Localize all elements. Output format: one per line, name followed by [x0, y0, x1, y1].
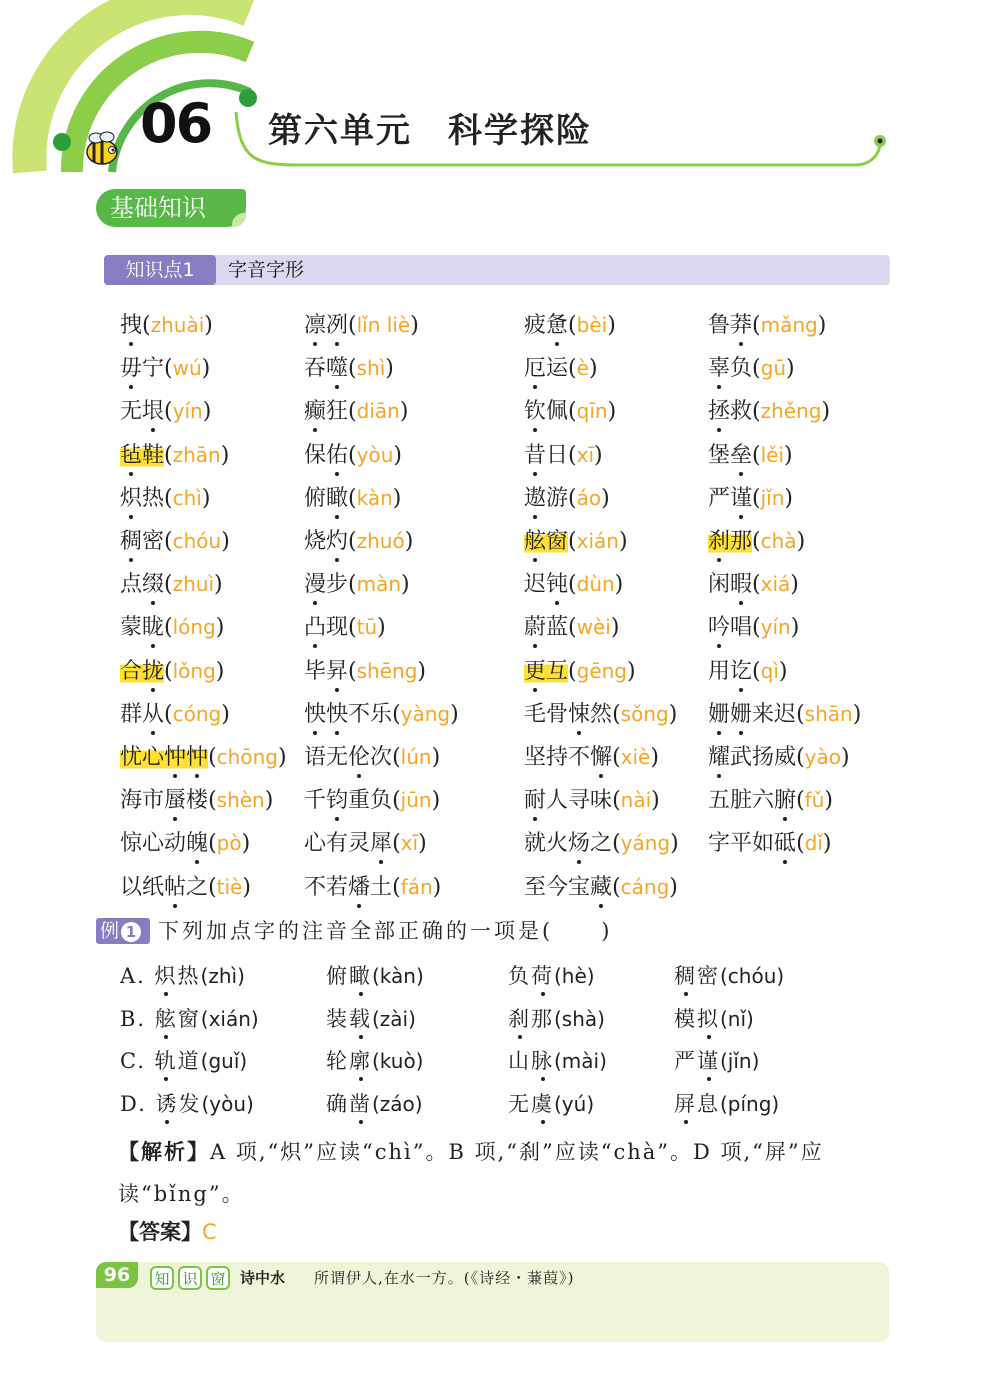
vocab-item: 俯瞰(kàn) [304, 483, 401, 514]
vocab-item: 蔚蓝(wèi) [524, 612, 619, 643]
vocab-item: 鲁莽(mǎng) [708, 310, 826, 341]
pinyin: tiè [216, 874, 243, 899]
pinyin: fán [400, 874, 433, 899]
vocab-item: 漫步(màn) [304, 569, 410, 600]
pinyin: cóng [172, 701, 222, 726]
pinyin: áo [576, 485, 602, 510]
pinyin: gēng [576, 658, 627, 683]
option-item: 刹那(shà) [508, 1004, 605, 1034]
pinyin: kàn [356, 485, 393, 510]
window-char: 识 [178, 1266, 202, 1290]
vocab-item: 拯救(zhěng) [708, 396, 830, 427]
pinyin: lǒng [172, 658, 216, 683]
pinyin: gū [760, 356, 786, 381]
pinyin: shēng [356, 658, 418, 683]
vocab-item: 毛骨悚然(sǒng) [524, 699, 677, 730]
vocab-item: 用讫(qì) [708, 656, 787, 687]
option-item: 装载(zài) [326, 1004, 416, 1034]
unit-title: 第六单元 科学探险 [268, 111, 592, 151]
vocab-item: 严谨(jǐn) [708, 483, 793, 514]
option-item: 屏息(píng) [674, 1089, 779, 1119]
pinyin: chóu [172, 529, 222, 553]
vocab-item: 合拢(lǒng) [120, 656, 224, 687]
option-item: 确凿(záo) [326, 1089, 423, 1119]
analysis [118, 1131, 896, 1215]
vocab-item: 辜负(gū) [708, 353, 795, 384]
pinyin: jǐn [760, 485, 785, 510]
example-question: 下列加点字的注音全部正确的一项是( ) [158, 919, 613, 943]
vocab-item: 毡鞋(zhān) [120, 440, 229, 471]
vocab-item: 姗姗来迟(shān) [708, 699, 861, 730]
pinyin: yín [760, 615, 791, 640]
pinyin: xī [576, 442, 595, 467]
option-item: C. 轨道(guǐ) [120, 1046, 247, 1076]
window-char: 知 [150, 1266, 174, 1290]
footer-text: 所谓伊人,在水一方。(《诗经・蒹葭》) [314, 1269, 575, 1287]
pinyin: dǐ [804, 831, 823, 856]
vocab-item: 保佑(yòu) [304, 440, 402, 471]
vocab-item: 昔日(xī) [524, 440, 603, 471]
pinyin: xī [400, 831, 419, 856]
vocab-item: 毋宁(wú) [120, 353, 210, 384]
pinyin: sǒng [620, 701, 669, 726]
pinyin: shèn [216, 788, 265, 813]
section-tag: 基础知识 [96, 189, 246, 227]
option-item: 严谨(jǐn) [674, 1046, 759, 1076]
vocab-item: 就火炀之(yáng) [524, 828, 679, 859]
vocab-item: 钦佩(qīn) [524, 396, 616, 427]
vocab-item: 心有灵犀(xī) [304, 828, 427, 859]
pinyin: yòu [356, 442, 394, 467]
pinyin: xiè [620, 745, 651, 769]
pinyin: xián [576, 529, 619, 553]
knowledge-point-bar [104, 255, 890, 285]
analysis-label: 【解析】 [118, 1140, 210, 1164]
example-badge: 例 1 [96, 918, 150, 944]
vocab-item: 字平如砥(dǐ) [708, 828, 832, 859]
pinyin: dùn [576, 572, 615, 597]
window-char: 窗 [206, 1266, 230, 1290]
pinyin: qì [760, 658, 779, 683]
pinyin: wèi [576, 615, 611, 640]
vocab-item: 迟钝(dùn) [524, 569, 623, 600]
option-item: 山脉(mài) [508, 1046, 607, 1076]
pinyin: mǎng [760, 313, 818, 337]
vocab-item: 耀武扬威(yào) [708, 742, 850, 773]
vocab-item: 凸现(tū) [304, 612, 386, 643]
pinyin: diān [356, 399, 400, 424]
pinyin: lěi [760, 442, 785, 467]
vocab-item: 耐人寻味(nài) [524, 785, 660, 816]
vocab-item: 无垠(yín) [120, 396, 211, 427]
unit-number: 06 [140, 92, 212, 155]
pinyin: xiá [760, 572, 791, 597]
option-item: 负荷(hè) [508, 961, 595, 991]
vocab-item: 群从(cóng) [120, 699, 230, 730]
pinyin: lǐn liè [356, 313, 411, 337]
pinyin: yáng [620, 831, 671, 856]
option-item: 模拟(nǐ) [674, 1004, 754, 1034]
knowledge-point-title: 字音字形 [228, 259, 305, 281]
vocab-item: 刹那(chà) [708, 526, 805, 557]
vocab-item: 点缀(zhuì) [120, 569, 223, 600]
pinyin: chà [760, 529, 797, 553]
vocab-item: 疲惫(bèi) [524, 310, 616, 341]
vocab-item: 怏怏不乐(yàng) [304, 699, 459, 730]
pinyin: zhěng [760, 399, 822, 424]
knowledge-window [96, 1262, 889, 1342]
option-item: 无虞(yú) [508, 1089, 594, 1119]
vocab-item: 闲暇(xiá) [708, 569, 799, 600]
vocab-item: 厄运(è) [524, 353, 598, 384]
vocab-item: 舷窗(xián) [524, 526, 628, 557]
option-item: 俯瞰(kàn) [326, 961, 424, 991]
pinyin: shān [804, 701, 853, 726]
vocab-item: 忧心忡忡(chōng) [120, 742, 287, 773]
vocab-item: 以纸帖之(tiè) [120, 872, 251, 903]
pinyin: yàng [400, 701, 451, 726]
pinyin: zhān [172, 442, 221, 467]
pinyin: pò [216, 831, 242, 856]
vocab-item: 炽热(chì) [120, 483, 210, 514]
pinyin: màn [356, 572, 402, 597]
pinyin: zhuì [172, 572, 215, 597]
answer-label: 【答案】 [118, 1220, 202, 1244]
option-item: B. 舷窗(xián) [120, 1004, 259, 1034]
option-item: 轮廓(kuò) [326, 1046, 423, 1076]
vocab-item: 吟唱(yín) [708, 612, 799, 643]
pinyin: chōng [216, 745, 278, 769]
vocab-item: 拽(zhuài) [120, 310, 213, 341]
footer-label: 诗中水 [240, 1269, 286, 1287]
pinyin: chì [172, 485, 202, 510]
pinyin: lún [400, 745, 432, 769]
option-item: 稠密(chóu) [674, 961, 784, 991]
vocab-item: 语无伦次(lún) [304, 742, 440, 773]
vocab-item: 坚持不懈(xiè) [524, 742, 659, 773]
answer [118, 1216, 217, 1248]
vocab-item: 吞噬(shì) [304, 353, 394, 384]
answer-value: C [202, 1220, 217, 1244]
vocab-item: 至今宝藏(cáng) [524, 872, 678, 903]
example-number: 1 [121, 922, 141, 942]
pinyin: lóng [172, 615, 216, 640]
vocab-item: 千钧重负(jūn) [304, 785, 440, 816]
analysis-text: A 项,“炽”应读“chì”。B 项,“刹”应读“chà”。D 项,“屏”应读“bǐng”。 [118, 1140, 824, 1206]
pinyin: zhuài [150, 313, 205, 337]
pinyin: zhuó [356, 529, 405, 553]
pinyin: nài [620, 788, 652, 813]
pinyin: jūn [400, 788, 432, 813]
pinyin: è [576, 356, 589, 381]
pinyin: bèi [576, 313, 608, 337]
pinyin: fǔ [804, 788, 825, 813]
knowledge-point-tag: 知识点1 [104, 255, 216, 285]
vocab-item: 毕昇(shēng) [304, 656, 426, 687]
vocab-item: 癫狂(diān) [304, 396, 408, 427]
pinyin: cáng [620, 874, 670, 899]
vocab-item: 海市蜃楼(shèn) [120, 785, 273, 816]
vocab-item: 蒙眬(lóng) [120, 612, 224, 643]
pinyin: yào [804, 745, 841, 769]
vocab-item: 五脏六腑(fǔ) [708, 785, 833, 816]
page-number: 96 [96, 1262, 138, 1288]
vocab-item: 烧灼(zhuó) [304, 526, 413, 557]
vocab-item: 凛冽(lǐn liè) [304, 310, 419, 341]
bee-icon [80, 128, 124, 168]
pinyin: qīn [576, 399, 608, 424]
option-item: D. 诱发(yòu) [120, 1089, 254, 1119]
pinyin: yín [172, 399, 203, 424]
vocab-item: 遨游(áo) [524, 483, 610, 514]
pinyin: shì [356, 356, 386, 381]
pinyin: tū [356, 615, 378, 640]
vocab-item: 不若燔土(fán) [304, 872, 441, 903]
pinyin: wú [172, 356, 202, 381]
option-item: A. 炽热(zhì) [120, 961, 245, 991]
vocab-item: 稠密(chóu) [120, 526, 230, 557]
vocab-item: 惊心动魄(pò) [120, 828, 250, 859]
vocab-item: 更互(gēng) [524, 656, 636, 687]
vocab-item: 堡垒(lěi) [708, 440, 793, 471]
